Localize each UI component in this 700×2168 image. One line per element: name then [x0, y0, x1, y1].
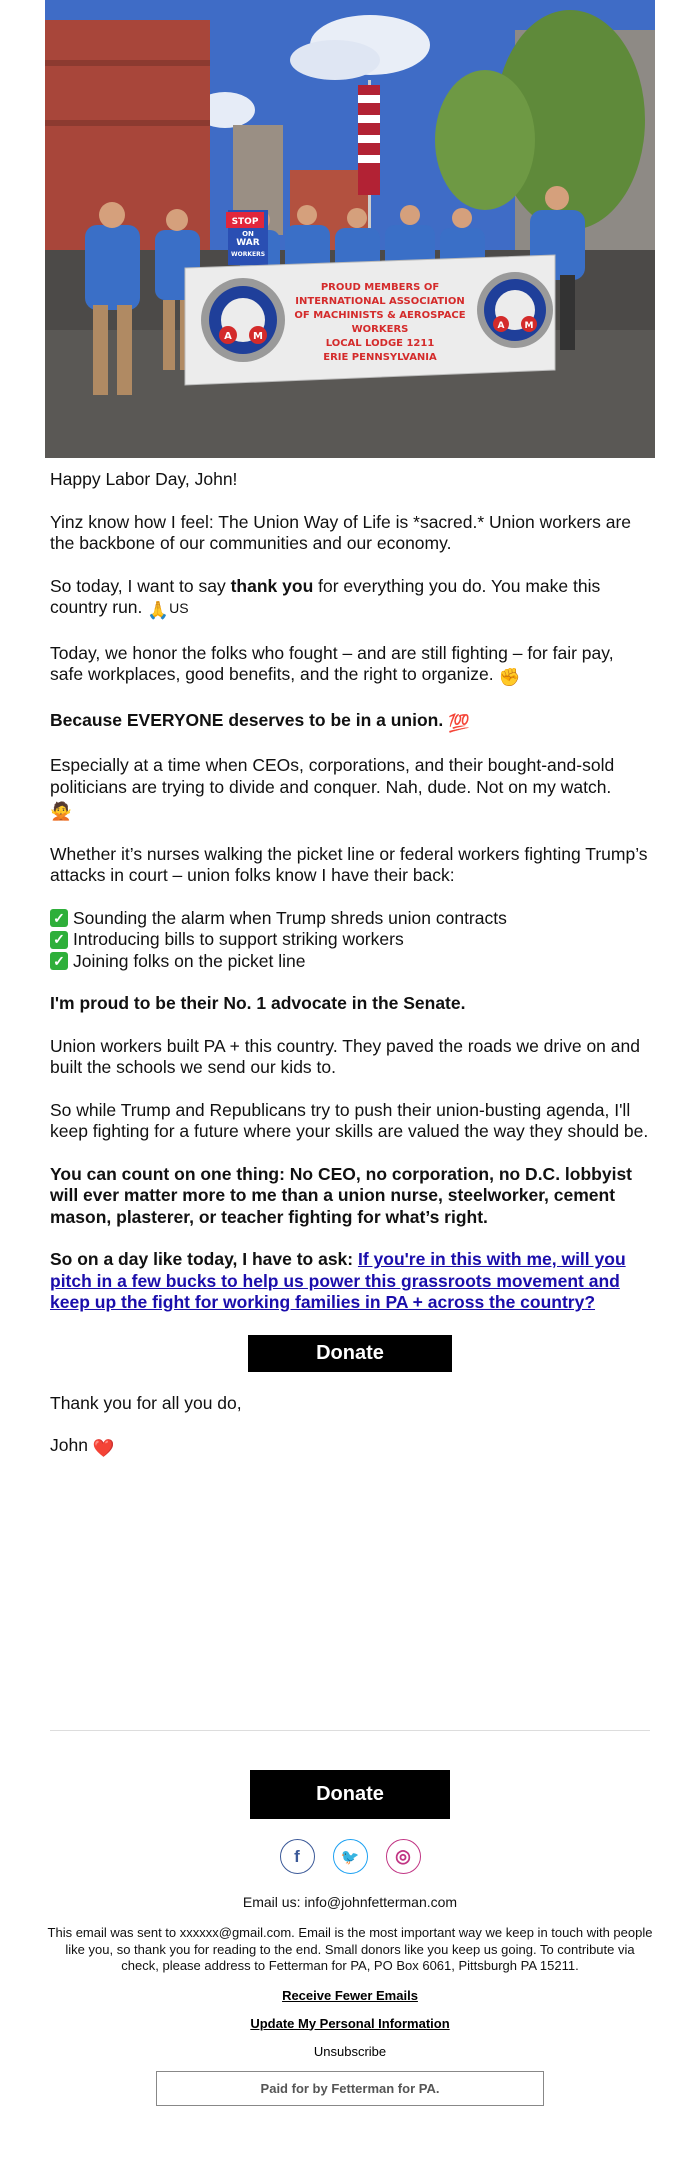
message-content	[45, 469, 655, 1460]
hero-illustration	[45, 0, 655, 458]
check-mark-icon: ✓	[50, 952, 68, 970]
svg-text:A: A	[224, 331, 232, 342]
raised-fist-icon: ✊	[498, 667, 521, 687]
us-flag-icon: US	[169, 600, 189, 616]
sign-stop: STOP	[231, 217, 259, 227]
hundred-points-icon: 💯	[448, 712, 470, 733]
unsubscribe-link[interactable]: Unsubscribe	[313, 2043, 387, 2059]
list-item: ✓ Introducing bills to support striking workers	[50, 929, 650, 951]
svg-text:ERIE PENNSYLVANIA: ERIE PENNSYLVANIA	[323, 352, 437, 363]
facebook-icon[interactable]: f	[280, 1839, 315, 1874]
hero-photo	[45, 0, 655, 458]
svg-text:M: M	[524, 321, 534, 331]
fewer-emails-link[interactable]: Receive Fewer Emails	[282, 1987, 418, 2003]
twitter-icon[interactable]: 🐦	[333, 1839, 368, 1874]
svg-text:A: A	[497, 321, 505, 331]
sign-workers: WORKERS	[230, 251, 266, 258]
svg-text:LOCAL LODGE 1211: LOCAL LODGE 1211	[325, 338, 435, 349]
paragraph-built-pa: Union workers built PA + this country. They paved the roads we drive on and built the schools we send our kids to.	[50, 1035, 640, 1077]
iam-logo-left	[201, 278, 285, 362]
footer-divider	[50, 1730, 650, 1731]
list-item: ✓ Sounding the alarm when Trump shreds union contracts	[50, 908, 650, 930]
email-body	[45, 0, 655, 1460]
iam-logo-right	[477, 272, 553, 348]
footer-note: This email was sent to xxxxxx@gmail.com. Email is the most important way we keep in touch with people like you, so thank you for reading to the end. Small donors like you keep us going. To contribute via check, please address to Fetterman for PA, PO Box 6061, Pittsburgh PA 15211.	[47, 1925, 653, 1973]
heart-icon: ❤️	[92, 1438, 115, 1458]
sign-on: ON	[242, 230, 254, 238]
paragraph-advocate: I'm proud to be their No. 1 advocate in the Senate.	[50, 993, 466, 1013]
checklist	[50, 908, 650, 973]
list-item: ✓ Joining folks on the picket line	[50, 951, 650, 973]
footer-donate-button[interactable]: Donate	[250, 1770, 450, 1819]
social-links	[45, 1839, 655, 1874]
paragraph-count-on: You can count on one thing: No CEO, no corporation, no D.C. lobbyist will ever matter more to me than a union nurse, steelworker, cement mason, plasterer, or teacher fighting for what’s right.	[50, 1163, 633, 1227]
footer	[45, 1770, 655, 2106]
signoff: John ❤️	[50, 1435, 115, 1458]
update-info-link[interactable]: Update My Personal Information	[250, 2015, 450, 2031]
praying-hands-icon: 🙏	[147, 600, 170, 620]
paid-for-disclaimer: Paid for by Fetterman for PA.	[156, 2071, 544, 2106]
closing-line: Thank you for all you do,	[50, 1392, 242, 1413]
svg-text:PROUD MEMBERS OF: PROUD MEMBERS OF	[320, 282, 440, 293]
instagram-icon[interactable]: ◎	[386, 1839, 421, 1874]
paragraph-union-way: Yinz know how I feel: The Union Way of Life is *sacred.* Union workers are the backbone of our communities and our economy.	[50, 511, 632, 553]
svg-text:INTERNATIONAL ASSOCIATION: INTERNATIONAL ASSOCIATION	[295, 296, 465, 307]
check-mark-icon: ✓	[50, 909, 68, 927]
donate-button[interactable]: Donate	[248, 1335, 452, 1372]
email-us: Email us: info@johnfetterman.com	[242, 1894, 458, 1910]
svg-text:OF MACHINISTS & AEROSPACE: OF MACHINISTS & AEROSPACE	[294, 310, 466, 321]
paragraph-ceos: Especially at a time when CEOs, corporations, and their bought-and-sold politicians are trying to divide and conquer. Nah, dude. Not on my watch. 🙅	[50, 755, 615, 821]
svg-text:M: M	[253, 331, 263, 342]
donate-ask-link[interactable]: If you're in this with me, will you pitch in a few bucks to help us power this grassroots movement and keep up the fight for working families in PA + across the country?	[50, 1249, 626, 1312]
check-mark-icon: ✓	[50, 931, 68, 949]
sign-war: WAR	[236, 238, 260, 248]
paragraph-everyone-union: Because EVERYONE deserves to be in a union. 💯	[50, 709, 470, 733]
paragraph-ask: So on a day like today, I have to ask: If you're in this with me, will you pitch in a few bucks to help us power this grassroots movement and keep up the fight for working families in PA + across the country?	[50, 1249, 626, 1312]
greeting: Happy Labor Day, John!	[50, 469, 238, 489]
no-gesture-icon: 🙅	[50, 801, 72, 821]
paragraph-keep-fighting: So while Trump and Republicans try to push their union-busting agenda, I'll keep fighting for a future where your skills are valued the way they should be.	[50, 1099, 649, 1141]
paragraph-thank-you: So today, I want to say thank you for everything you do. You make this country run. 🙏US	[50, 575, 601, 620]
svg-text:WORKERS: WORKERS	[351, 324, 409, 335]
paragraph-nurses: Whether it’s nurses walking the picket line or federal workers fighting Trump’s attacks in court – union folks know I have their back:	[50, 843, 648, 885]
paragraph-honor: Today, we honor the folks who fought – and are still fighting – for fair pay, safe workplaces, good benefits, and the right to organize. ✊	[50, 642, 614, 687]
